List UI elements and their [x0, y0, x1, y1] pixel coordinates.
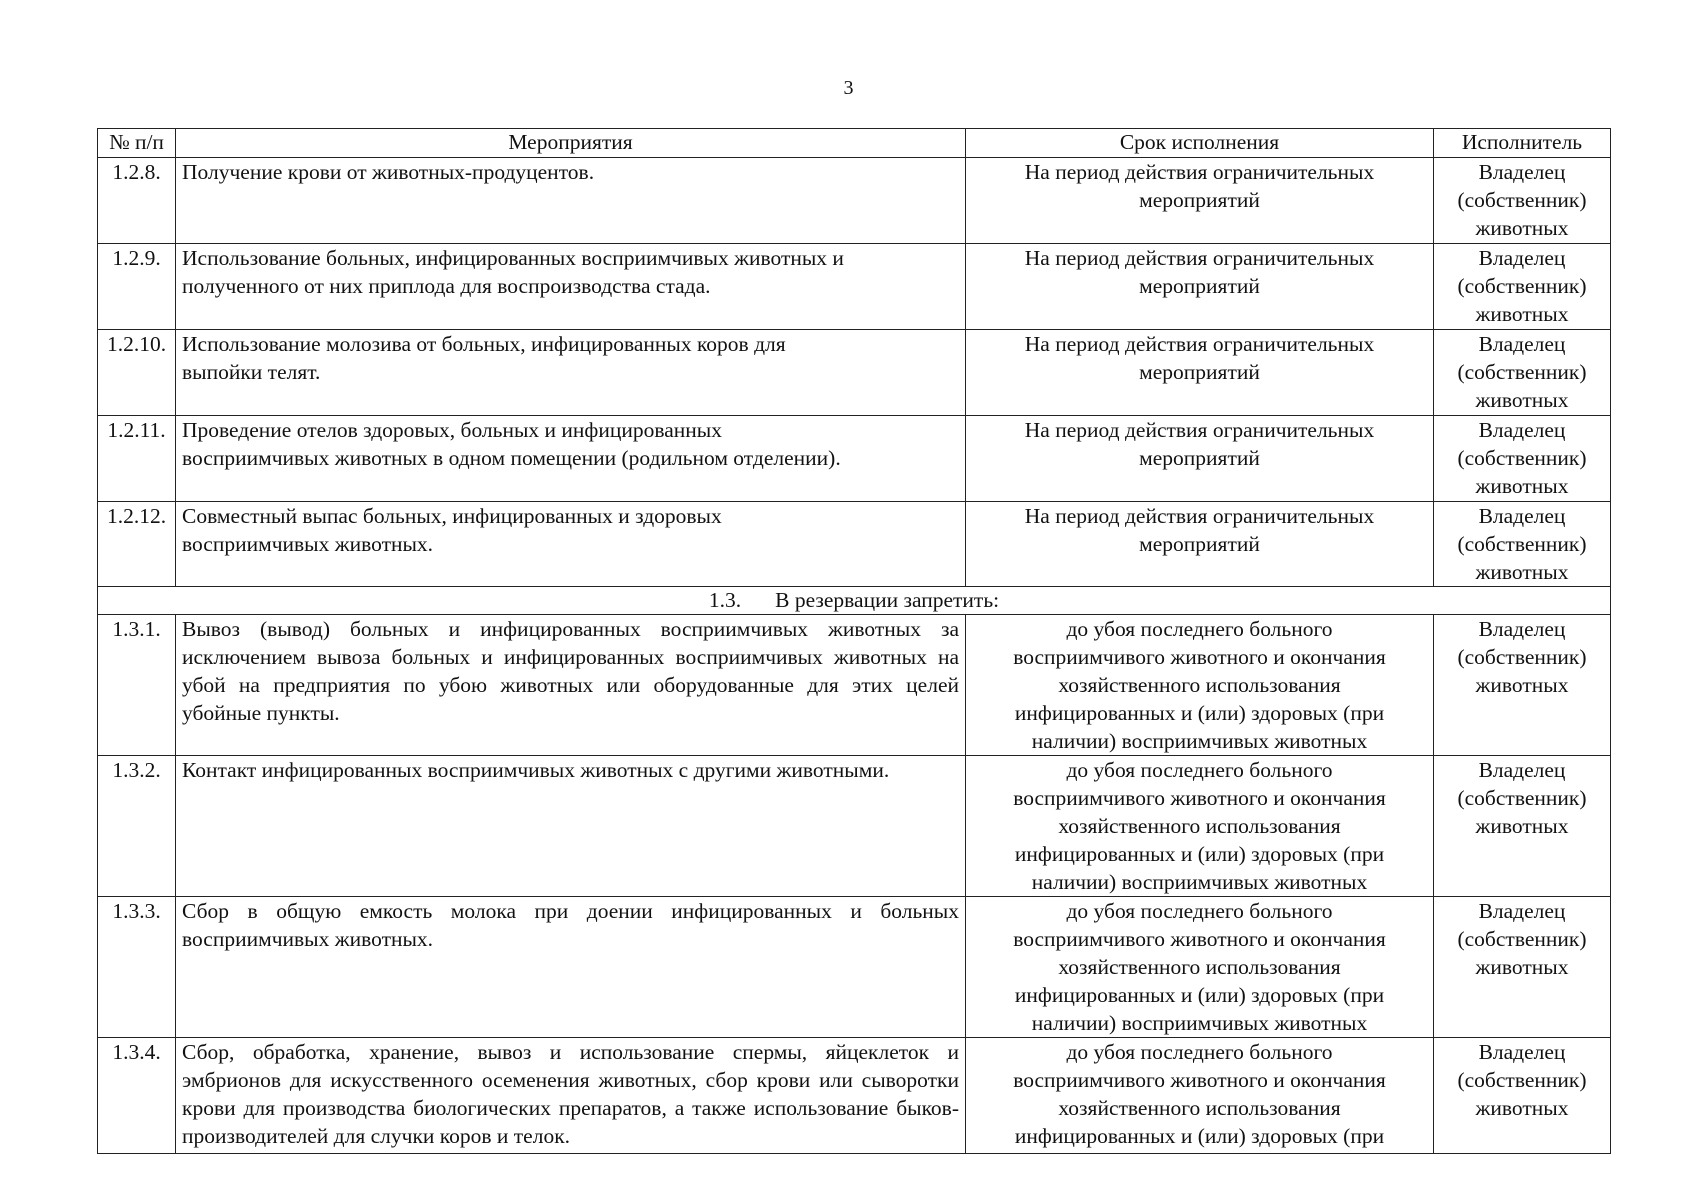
- table-row: [98, 897, 1611, 1038]
- table-row: [98, 502, 1611, 587]
- header-action: Мероприятия: [176, 129, 966, 158]
- row-deadline: до убоя последнего больного восприимчивого животного и окончания хозяйственного использования инфицированных и (или) здоровых (при наличии) восприимчивых животных: [966, 756, 1434, 897]
- row-action: Сбор в общую емкость молока при доении инфицированных и больных восприимчивых животных.: [176, 897, 966, 1038]
- row-number: 1.2.8.: [98, 158, 176, 244]
- row-number: 1.2.11.: [98, 416, 176, 502]
- row-number: 1.2.9.: [98, 244, 176, 330]
- row-action: Использование молозива от больных, инфицированных коров для выпойки телят.: [176, 330, 966, 416]
- row-number: 1.3.4.: [98, 1038, 176, 1154]
- table-row: [98, 1038, 1611, 1154]
- table-row: [98, 330, 1611, 416]
- row-action: Проведение отелов здоровых, больных и инфицированных восприимчивых животных в одном помещении (родильном отделении).: [176, 416, 966, 502]
- row-deadline: На период действия ограничительных мероприятий: [966, 502, 1434, 587]
- table-row: [98, 244, 1611, 330]
- row-number: 1.3.3.: [98, 897, 176, 1038]
- table-row: [98, 756, 1611, 897]
- row-deadline: На период действия ограничительных мероприятий: [966, 244, 1434, 330]
- row-action: Сбор, обработка, хранение, вывоз и использование спермы, яйцеклеток и эмбрионов для искусственного осеменения животных, сбор крови или сыворотки крови для производства биологических препаратов, а также использование быков-производителей для случки коров и телок.: [176, 1038, 966, 1154]
- row-deadline: На период действия ограничительных мероприятий: [966, 330, 1434, 416]
- row-number: 1.2.12.: [98, 502, 176, 587]
- row-executor: Владелец (собственник) животных: [1434, 158, 1611, 244]
- row-action: Совместный выпас больных, инфицированных и здоровых восприимчивых животных.: [176, 502, 966, 587]
- header-num: № п/п: [98, 129, 176, 158]
- row-action: Контакт инфицированных восприимчивых животных с другими животными.: [176, 756, 966, 897]
- page-number: 3: [843, 77, 854, 99]
- row-number: 1.3.2.: [98, 756, 176, 897]
- measures-table: [97, 128, 1611, 1154]
- table-row: [98, 416, 1611, 502]
- row-executor: Владелец (собственник) животных: [1434, 756, 1611, 897]
- section-row: [98, 587, 1611, 615]
- row-executor: Владелец (собственник) животных: [1434, 615, 1611, 756]
- row-deadline: На период действия ограничительных мероприятий: [966, 416, 1434, 502]
- header-executor: Исполнитель: [1434, 129, 1611, 158]
- row-action: Вывоз (вывод) больных и инфицированных восприимчивых животных за исключением вывоза больных и инфицированных восприимчивых животных на убой на предприятия по убою животных или оборудованные для этих целей убойные пункты.: [176, 615, 966, 756]
- row-deadline: до убоя последнего больного восприимчивого животного и окончания хозяйственного использования инфицированных и (или) здоровых (при наличии) восприимчивых животных: [966, 615, 1434, 756]
- row-deadline: до убоя последнего больного восприимчивого животного и окончания хозяйственного использования инфицированных и (или) здоровых (при наличии) восприимчивых животных: [966, 897, 1434, 1038]
- table-header-row: [98, 129, 1611, 158]
- row-executor: Владелец (собственник) животных: [1434, 244, 1611, 330]
- section-title: В резервации запретить:: [775, 588, 1000, 612]
- row-executor: Владелец (собственник) животных: [1434, 502, 1611, 587]
- section-heading: [98, 587, 1611, 615]
- row-deadline: до убоя последнего больного восприимчивого животного и окончания хозяйственного использования инфицированных и (или) здоровых (при: [966, 1038, 1434, 1154]
- section-number: 1.3.: [708, 588, 742, 612]
- row-number: 1.2.10.: [98, 330, 176, 416]
- header-deadline: Срок исполнения: [966, 129, 1434, 158]
- row-action: Использование больных, инфицированных восприимчивых животных и полученного от них приплода для воспроизводства стада.: [176, 244, 966, 330]
- row-executor: Владелец (собственник) животных: [1434, 330, 1611, 416]
- row-executor: Владелец (собственник) животных: [1434, 1038, 1611, 1154]
- row-executor: Владелец (собственник) животных: [1434, 416, 1611, 502]
- table-row: [98, 158, 1611, 244]
- row-number: 1.3.1.: [98, 615, 176, 756]
- row-action: Получение крови от животных-продуцентов.: [176, 158, 966, 244]
- row-executor: Владелец (собственник) животных: [1434, 897, 1611, 1038]
- table-row: [98, 615, 1611, 756]
- row-deadline: На период действия ограничительных мероприятий: [966, 158, 1434, 244]
